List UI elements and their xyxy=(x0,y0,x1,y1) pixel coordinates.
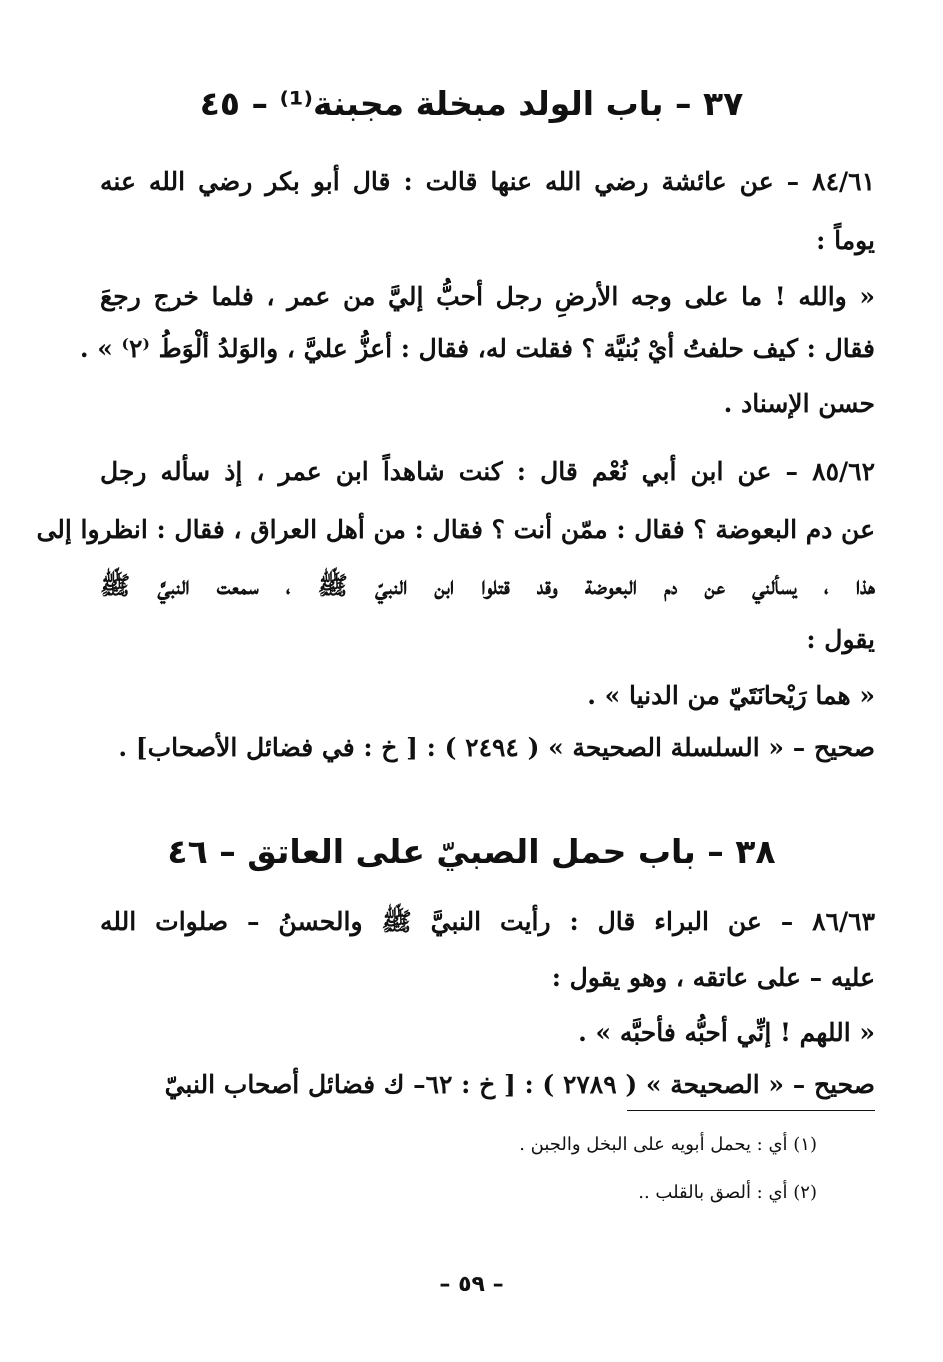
chapter-38-heading: ٣٨ – باب حمل الصبيّ على العاتق – ٤٦ xyxy=(167,832,776,871)
page-number: – ٥٩ – xyxy=(439,1272,504,1297)
hadith-84-line-4: فقال : كيف حلفتُ أيْ بُنيَّة ؟ فقلت له، فقال : أعزُّ عليَّ ، والوَلدُ ألْوَطُ ⁽٢⁾ » . xyxy=(79,334,875,363)
hadith-84-line-2: يوماً : xyxy=(816,226,875,255)
hadith-84-grade: حسن الإسناد . xyxy=(723,389,875,418)
chapter-37-heading: ٣٧ – باب الولد مبخلة مجبنة⁽¹⁾ – ٤٥ xyxy=(199,84,744,123)
footnote-1: (١) أي : يحمل أبويه على البخل والجبن . xyxy=(519,1134,817,1155)
hadith-85-grade: صحيح – « السلسلة الصحيحة » ( ٢٤٩٤ ) : [ خ : في فضائل الأصحاب] . xyxy=(118,733,875,762)
hadith-85-line-4: يقول : xyxy=(806,625,875,654)
hadith-84-line-1: ٨٤/٦١ – عن عائشة رضي الله عنها قالت : قال أبو بكر رضي الله عنه xyxy=(100,167,875,196)
hadith-86-line-2: عليه – على عاتقه ، وهو يقول : xyxy=(551,963,875,992)
hadith-86-line-1: ٨٦/٦٣ – عن البراء قال : رأيت النبيَّ ﷺ والحسنُ – صلوات الله xyxy=(100,907,875,936)
hadith-86-grade: صحيح – « الصحيحة » ( ٢٧٨٩ ) : [ خ : ٦٢– ك فضائل أصحاب النبيّ xyxy=(164,1070,875,1099)
hadith-85-line-2: عن دم البعوضة ؟ فقال : ممّن أنت ؟ فقال : من أهل العراق ، فقال : انظروا إلى xyxy=(36,515,875,544)
hadith-84-line-3: « والله ! ما على وجه الأرضِ رجل أحبُّ إليَّ من عمر ، فلما خرج رجعَ xyxy=(100,282,875,311)
hadith-85-line-1: ٨٥/٦٢ – عن ابن أبي نُعْم قال : كنت شاهداً ابن عمر ، إذ سأله رجل xyxy=(100,457,875,486)
hadith-85-quote: « هما رَيْحانَتَيّ من الدنيا » . xyxy=(587,681,875,710)
footnote-separator xyxy=(627,1110,875,1111)
hadith-86-quote: « اللهم ! إنِّي أحبُّه فأحبَّه » . xyxy=(578,1018,875,1047)
hadith-85-line-3: هذا ، يسألني عن دم البعوضة وقد قتلوا ابن النبيّ ﷺ ، سمعت النبيَّ ﷺ xyxy=(100,571,875,600)
footnote-2: (٢) أي : ألصق بالقلب .. xyxy=(638,1182,817,1203)
